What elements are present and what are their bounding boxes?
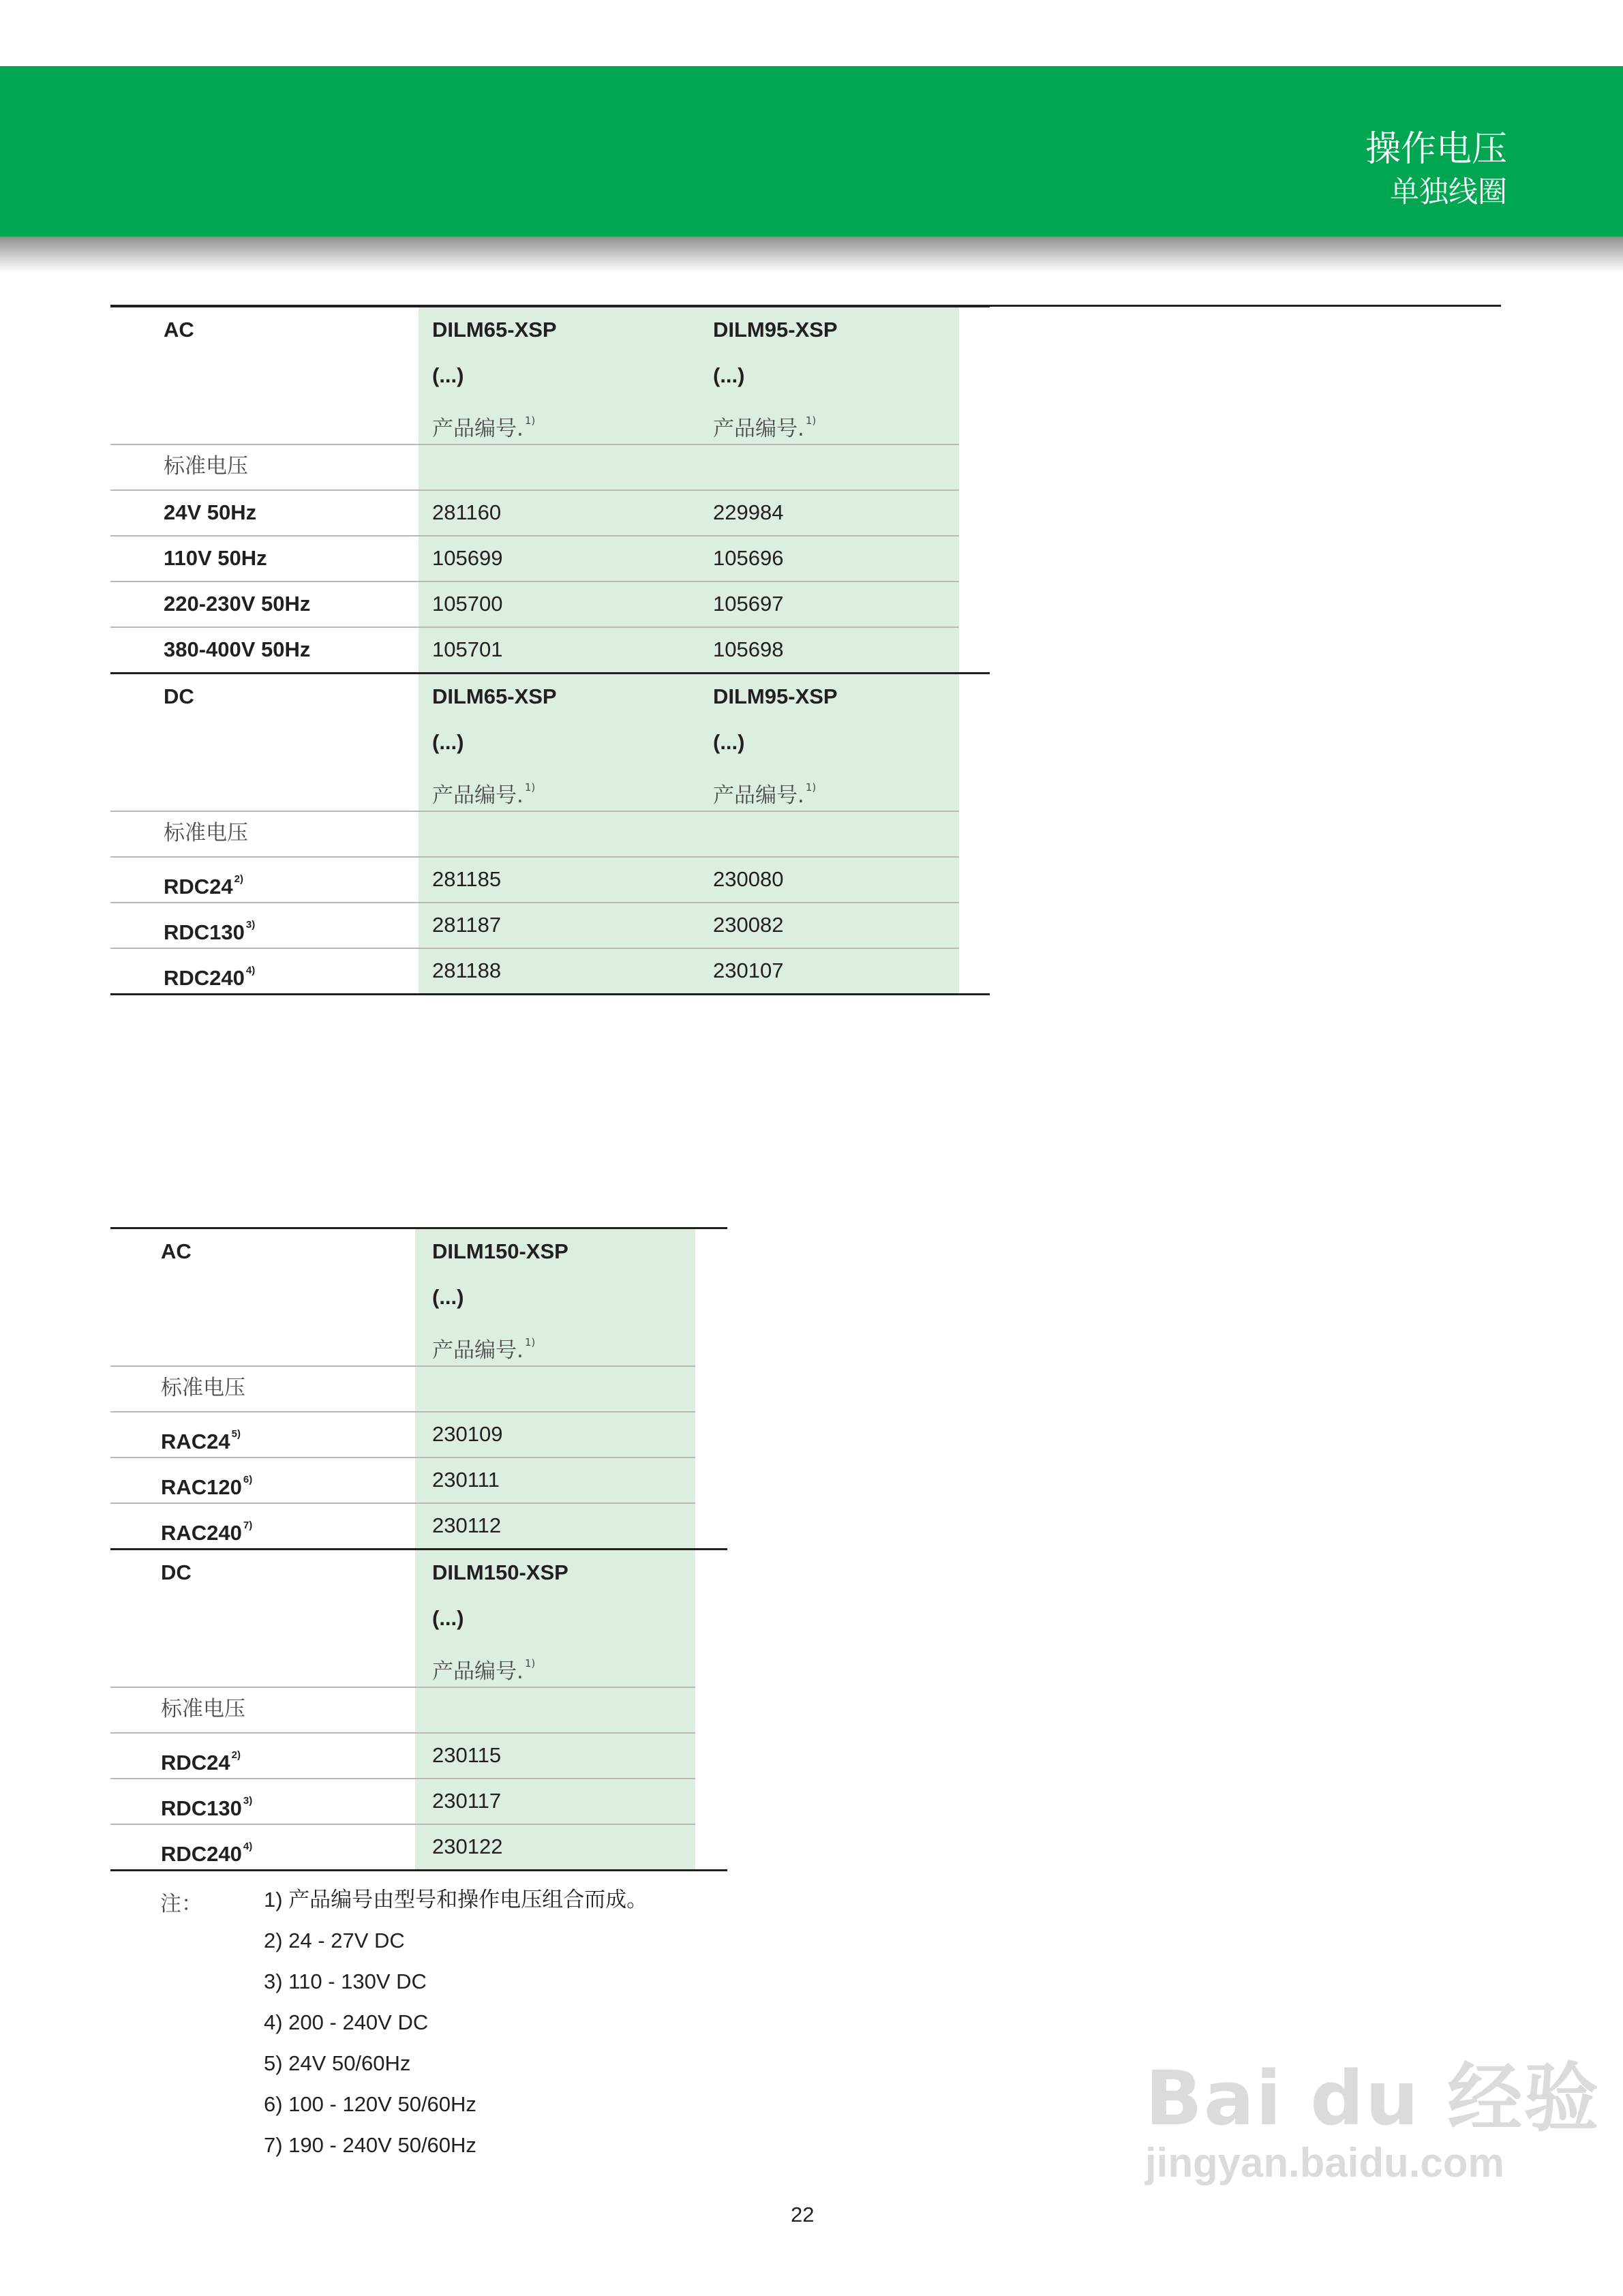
section-header — [110, 307, 990, 444]
part-number-cell: 230109 — [432, 1422, 503, 1446]
part-number-label-text: 产品编号. — [432, 1338, 524, 1363]
part-number-cell: 281187 — [432, 913, 502, 937]
voltage-text: RDC130 — [161, 1796, 242, 1820]
part-number-cell: 230082 — [713, 913, 784, 937]
voltage-cell — [164, 489, 256, 535]
table-row — [110, 626, 990, 672]
part-number-cell: 229984 — [713, 500, 784, 524]
standard-voltage-label: 标准电压 — [161, 1697, 245, 1721]
voltage-cell — [164, 626, 310, 672]
table-bottom-rule — [110, 1869, 727, 1871]
standard-voltage-label: 标准电压 — [164, 821, 248, 845]
table-row — [110, 1502, 727, 1548]
table-row — [110, 581, 990, 626]
part-number-label-text: 产品编号. — [713, 417, 804, 441]
footnote-marker: 1) — [524, 1336, 536, 1348]
note-item: 3) 110 - 130V DC — [264, 1969, 427, 1993]
section-header — [110, 1550, 727, 1687]
watermark-brand: Bai du 经验 — [1145, 2055, 1601, 2142]
model-name: DILM95-XSP — [713, 684, 838, 708]
section-header — [110, 1228, 727, 1365]
part-number-cell: 230115 — [432, 1743, 502, 1767]
note-item: 1) 产品编号由型号和操作电压组合而成。 — [264, 1888, 648, 1912]
footnote-marker: 3) — [243, 1795, 253, 1807]
model-suffix: (...) — [432, 1285, 464, 1309]
model-name: DILM65-XSP — [432, 684, 557, 708]
footnote-marker: 4) — [243, 1841, 253, 1852]
model-suffix: (...) — [432, 1606, 464, 1630]
voltage-text: RDC240 — [164, 966, 245, 990]
note-item: 5) 24V 50/60Hz — [264, 2051, 411, 2075]
voltage-cell — [164, 535, 267, 581]
model-name: DILM150-XSP — [432, 1239, 568, 1263]
section-type-label: DC — [164, 684, 194, 708]
table-row — [110, 902, 990, 948]
part-number-cell: 281160 — [432, 500, 502, 524]
voltage-text: 110V 50Hz — [164, 546, 267, 570]
model-name: DILM95-XSP — [713, 318, 838, 342]
footnote-marker: 5) — [231, 1428, 241, 1440]
part-number-cell: 230080 — [713, 867, 784, 891]
voltage-text: RAC240 — [161, 1521, 242, 1545]
voltage-header-row — [110, 811, 990, 856]
voltage-header-row — [110, 1365, 727, 1411]
part-number-cell: 230107 — [713, 958, 784, 982]
part-number-label-text: 产品编号. — [432, 1659, 524, 1684]
voltage-text: RDC24 — [164, 875, 233, 898]
model-name: DILM65-XSP — [432, 318, 557, 342]
model-suffix: (...) — [432, 363, 464, 387]
part-number-cell: 105696 — [713, 546, 784, 570]
voltage-text: RDC130 — [164, 920, 245, 944]
voltage-text: 380-400V 50Hz — [164, 637, 311, 661]
standard-voltage-label: 标准电压 — [164, 454, 248, 479]
part-number-cell: 105700 — [432, 592, 503, 616]
section-type-label: AC — [161, 1239, 192, 1263]
note-item: 6) 100 - 120V 50/60Hz — [264, 2092, 476, 2116]
part-number-label-text: 产品编号. — [713, 783, 804, 808]
footnote-marker: 1) — [524, 1657, 536, 1670]
voltage-text: RAC120 — [161, 1475, 242, 1499]
voltage-text: 220-230V 50Hz — [164, 592, 311, 616]
voltage-cell — [164, 581, 310, 626]
note-item: 2) 24 - 27V DC — [264, 1929, 405, 1952]
footnote-marker: 4) — [245, 965, 256, 976]
table-row — [110, 489, 990, 535]
section-type-label: DC — [161, 1560, 192, 1584]
footnote-marker: 1) — [805, 781, 817, 794]
note-item: 4) 200 - 240V DC — [264, 2010, 429, 2034]
part-number-cell: 230122 — [432, 1834, 503, 1858]
section-header — [110, 674, 990, 811]
part-number-cell: 281185 — [432, 867, 502, 891]
footnote-marker: 2) — [231, 1749, 241, 1761]
contactor-coil-table-1 — [110, 307, 990, 1002]
model-suffix: (...) — [713, 363, 745, 387]
footnote-marker: 7) — [243, 1520, 253, 1531]
section-type-label: AC — [164, 318, 194, 342]
table-row — [110, 535, 990, 581]
watermark-url: jingyan.baidu.com — [1145, 2140, 1504, 2186]
table-row — [110, 1732, 727, 1778]
part-number-cell: 105701 — [432, 637, 503, 661]
page-number: 22 — [791, 2203, 815, 2226]
table-row — [110, 1457, 727, 1502]
part-number-cell: 105699 — [432, 546, 503, 570]
table-row — [110, 1411, 727, 1457]
voltage-text: RDC24 — [161, 1751, 230, 1774]
part-number-cell: 230111 — [432, 1468, 500, 1492]
voltage-text: RDC240 — [161, 1842, 242, 1866]
table-row — [110, 856, 990, 902]
footnote-marker: 1) — [805, 414, 817, 427]
part-number-cell: 230117 — [432, 1789, 502, 1813]
part-number-cell: 105697 — [713, 592, 784, 616]
notes-label: 注： — [160, 1892, 202, 1916]
model-suffix: (...) — [713, 730, 745, 754]
voltage-text: 24V 50Hz — [164, 500, 257, 524]
part-number-cell: 105698 — [713, 637, 784, 661]
voltage-text: RAC24 — [161, 1430, 230, 1453]
page-subtitle: 单独线圈 — [1390, 175, 1507, 209]
voltage-header-row — [110, 444, 990, 489]
voltage-header-row — [110, 1687, 727, 1732]
footnote-marker: 1) — [524, 781, 536, 794]
baidu-jingyan-watermark — [1145, 2038, 1600, 2186]
footnote-marker: 1) — [524, 414, 536, 427]
part-number-cell: 281188 — [432, 958, 502, 982]
footnote-marker: 3) — [245, 919, 256, 931]
table-row — [110, 948, 990, 993]
footnote-marker: 6) — [243, 1474, 253, 1485]
part-number-label-text: 产品编号. — [432, 783, 524, 808]
note-item: 7) 190 - 240V 50/60Hz — [264, 2133, 476, 2157]
model-suffix: (...) — [432, 730, 464, 754]
model-name: DILM150-XSP — [432, 1560, 568, 1584]
contactor-coil-table-2 — [110, 1228, 727, 1879]
table-bottom-rule — [110, 993, 990, 995]
part-number-cell: 230112 — [432, 1513, 502, 1537]
standard-voltage-label: 标准电压 — [161, 1376, 245, 1400]
page-title: 操作电压 — [1365, 129, 1507, 170]
footnote-marker: 2) — [234, 873, 243, 885]
header-shadow — [0, 237, 1623, 272]
part-number-label-text: 产品编号. — [432, 417, 524, 441]
table-row — [110, 1824, 727, 1869]
table-row — [110, 1778, 727, 1824]
